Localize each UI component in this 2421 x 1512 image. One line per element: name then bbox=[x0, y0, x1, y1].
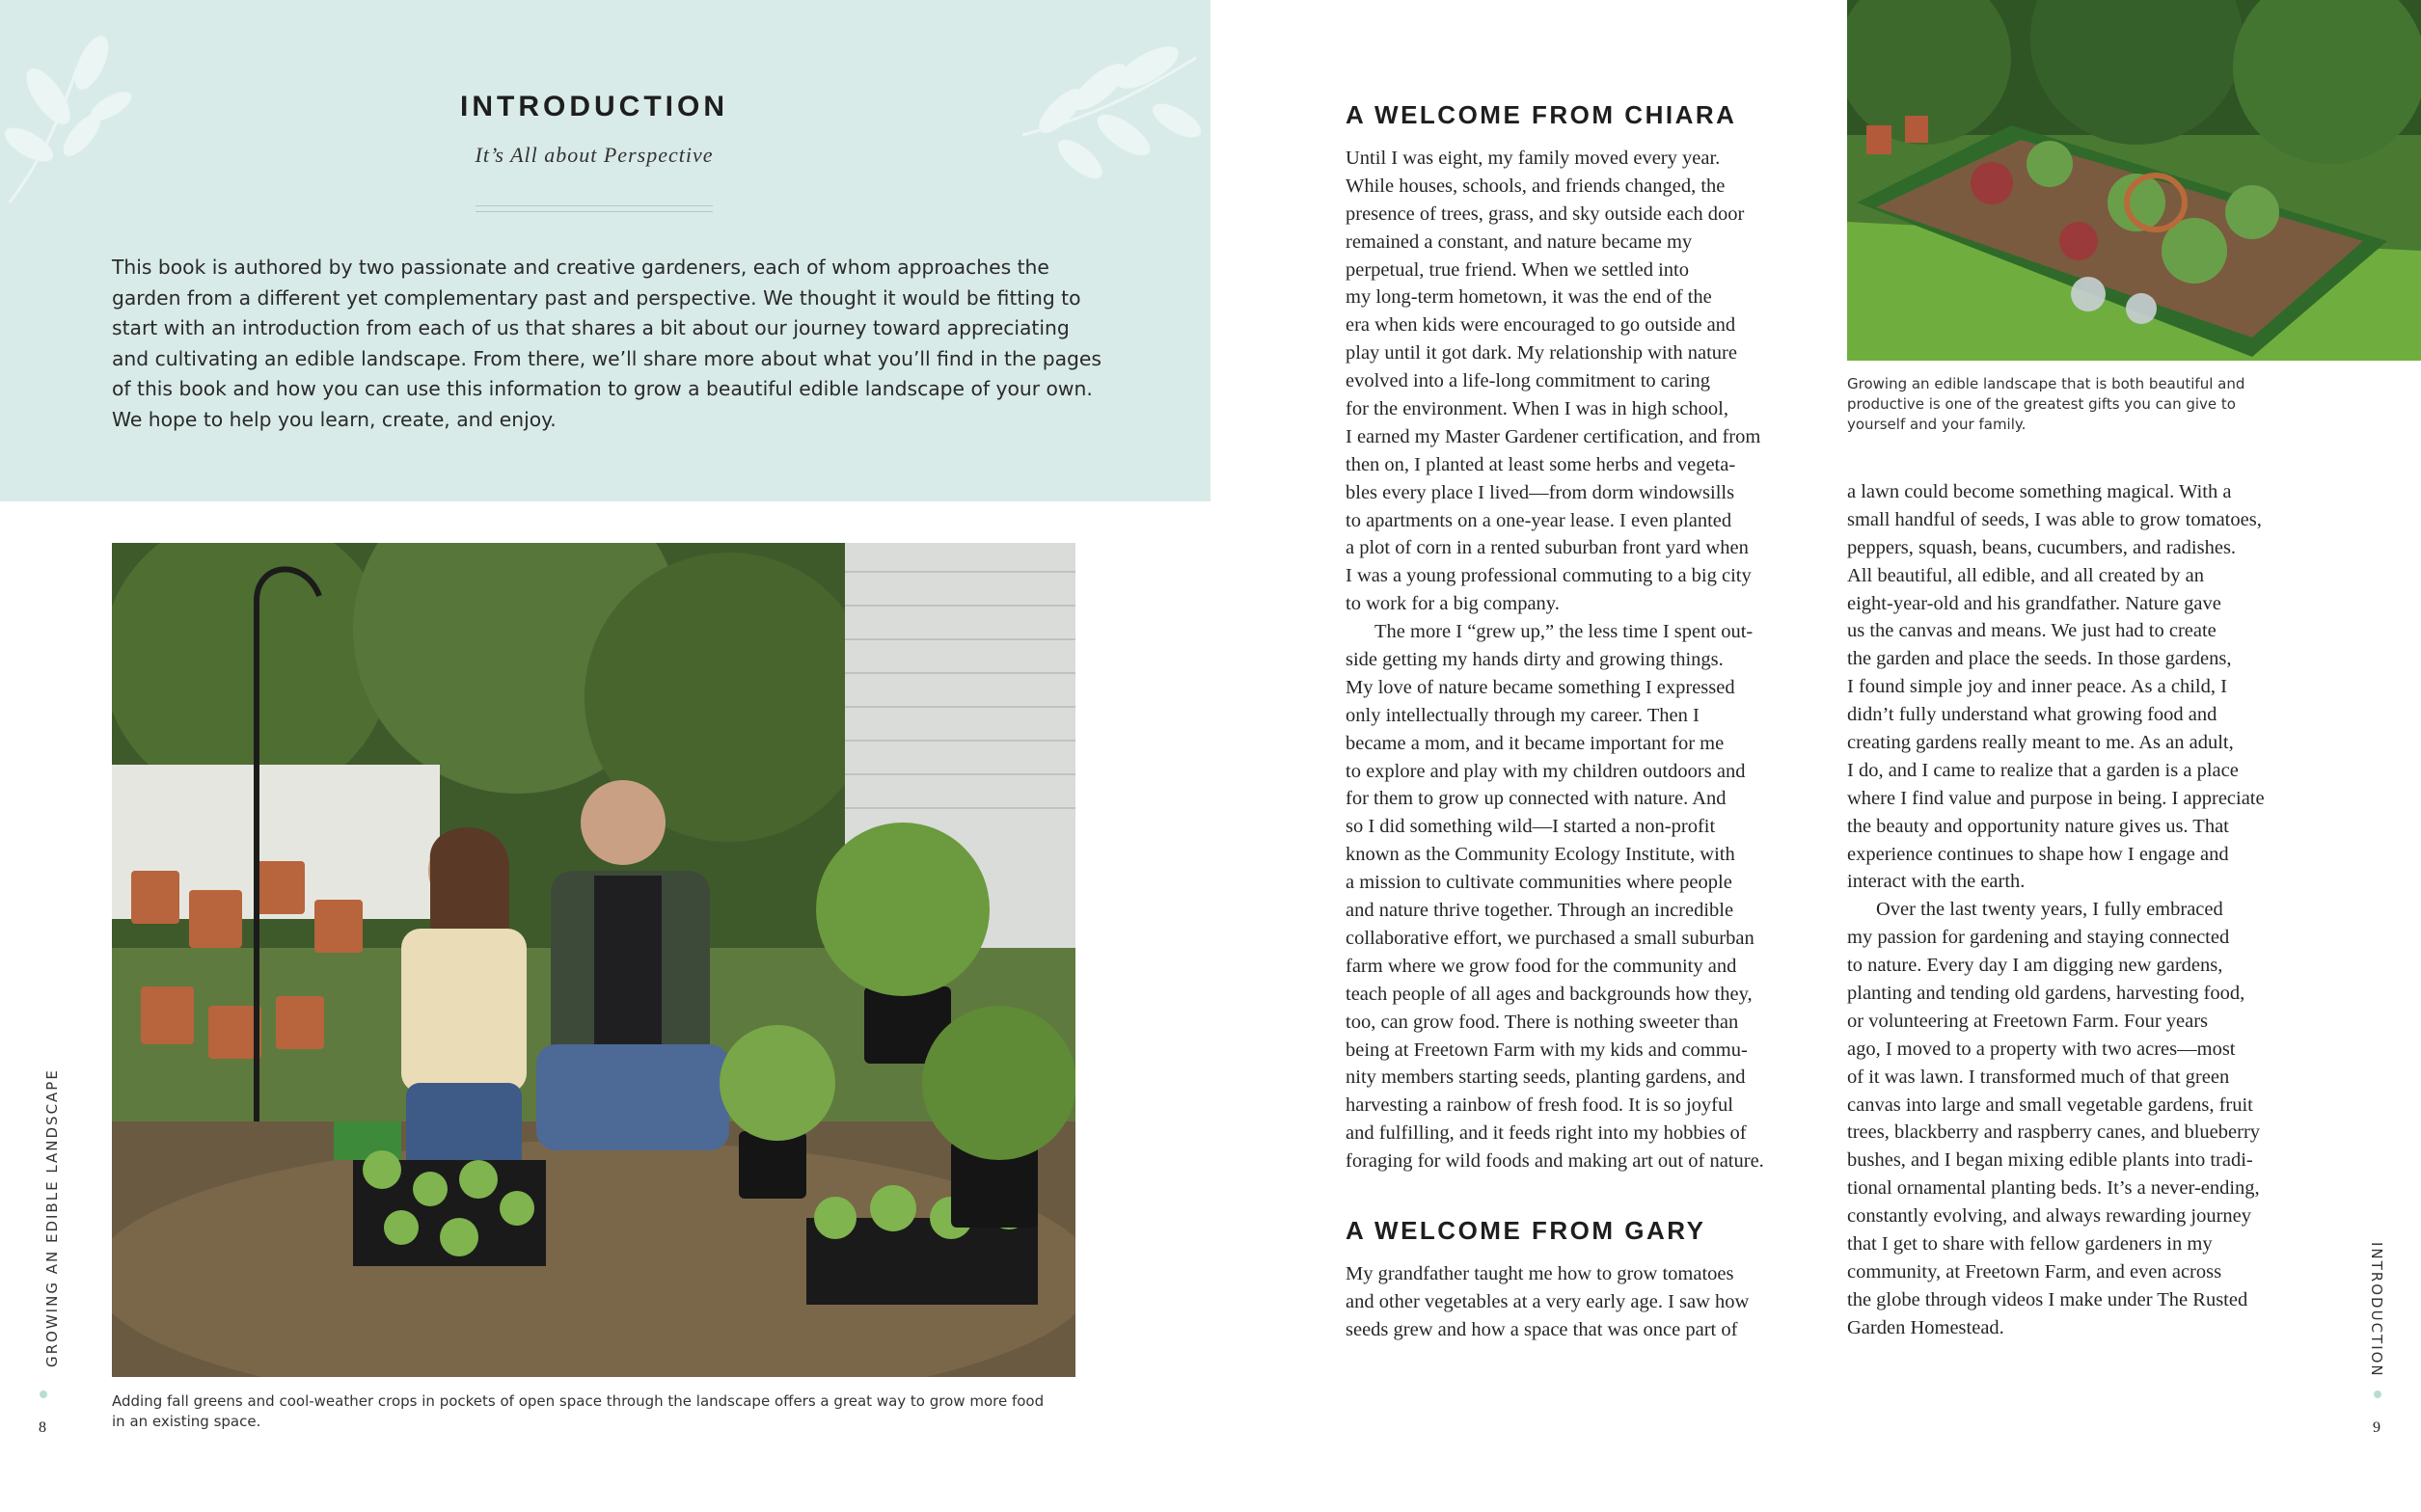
body-line: the globe through videos I make under The Rusted bbox=[1847, 1288, 2248, 1310]
body-line: presence of trees, grass, and sky outside each door bbox=[1346, 202, 1745, 225]
body-line: teach people of all ages and backgrounds how they, bbox=[1346, 983, 1753, 1005]
caption-line: Growing an edible landscape that is both beautiful and bbox=[1847, 375, 2245, 392]
body-line: harvesting a rainbow of fresh food. It is so joyful bbox=[1346, 1094, 1733, 1117]
body-line: While houses, schools, and friends changed, the bbox=[1346, 175, 1726, 197]
body-line: eight-year-old and his grandfather. Nature gave bbox=[1847, 592, 2221, 614]
running-head-right: INTRODUCTION bbox=[2368, 1242, 2385, 1378]
body-line: peppers, squash, beans, cucumbers, and radishes. bbox=[1847, 536, 2237, 558]
caption-line: productive is one of the greatest gifts you can give to bbox=[1847, 395, 2236, 413]
body-line: trees, blackberry and raspberry canes, and blueberry bbox=[1847, 1121, 2261, 1144]
caption-line: Adding fall greens and cool-weather crops in pockets of open space through the landscape offers a great way to grow more food bbox=[112, 1392, 1045, 1410]
body-line: remained a constant, and nature became my bbox=[1346, 230, 1693, 253]
body-line: became a mom, and it became important for me bbox=[1346, 732, 1725, 754]
body-line: a mission to cultivate communities where people bbox=[1346, 872, 1732, 894]
body-line: community, at Freetown Farm, and even across bbox=[1847, 1260, 2222, 1282]
chiara-text bbox=[1346, 145, 1818, 1175]
body-line: creating gardens really meant to me. As an adult, bbox=[1847, 732, 2234, 754]
body-line: planting and tending old gardens, harvesting food, bbox=[1847, 983, 2245, 1005]
body-line: bushes, and I began mixing edible plants into tradi- bbox=[1847, 1149, 2253, 1172]
body-line: for the environment. When I was in high school, bbox=[1346, 398, 1729, 420]
page-subtitle: It’s All about Perspective bbox=[475, 143, 714, 167]
body-line: of it was lawn. I transformed much of that green bbox=[1847, 1066, 2230, 1088]
body-line: the garden and place the seeds. In those gardens, bbox=[1847, 648, 2232, 670]
body-line: that I get to share with fellow gardeners in my bbox=[1847, 1233, 2213, 1256]
intro-line: of this book and how you can use this information to grow a beautiful edible landscape of your own. bbox=[112, 377, 1093, 400]
body-line: then on, I planted at least some herbs and vegeta- bbox=[1346, 453, 1736, 475]
body-line: constantly evolving, and always rewarding journey bbox=[1847, 1205, 2251, 1228]
body-line: nity members starting seeds, planting gardens, and bbox=[1346, 1066, 1746, 1089]
body-line: I was a young professional commuting to a big city bbox=[1346, 565, 1752, 587]
body-line: where I find value and purpose in being. I appreciate bbox=[1847, 787, 2265, 809]
body-line: being at Freetown Farm with my kids and commu- bbox=[1346, 1039, 1748, 1061]
body-line: bles every place I lived—from dorm windowsills bbox=[1346, 481, 1735, 503]
photo-caption-top bbox=[1847, 374, 2271, 435]
leaf-decoration-left-icon bbox=[0, 29, 145, 222]
body-line: to explore and play with my children outdoors and bbox=[1346, 760, 1746, 782]
intro-line: start with an introduction from each of us that shares a bit about our journey toward appreciating bbox=[112, 316, 1070, 339]
body-line: us the canvas and means. We just had to create bbox=[1847, 620, 2217, 642]
body-line: era when kids were encouraged to go outside and bbox=[1346, 314, 1736, 337]
intro-line: garden from a different yet complementary past and perspective. We thought it would be fitting to bbox=[112, 285, 1081, 310]
body-line: only intellectually through my career. Then I bbox=[1346, 704, 1700, 726]
body-line: known as the Community Ecology Institute, with bbox=[1346, 844, 1735, 866]
body-line: tional ornamental planting beds. It’s a never-ending, bbox=[1847, 1177, 2260, 1200]
body-line: to nature. Every day I am digging new gardens, bbox=[1847, 955, 2223, 977]
title-divider bbox=[476, 205, 713, 212]
page-number-left: 8 bbox=[39, 1419, 46, 1436]
page-title: INTRODUCTION bbox=[460, 91, 728, 122]
caption-line: in an existing space. bbox=[112, 1413, 261, 1430]
body-line: interact with the earth. bbox=[1847, 871, 2026, 893]
intro-line: and cultivating an edible landscape. From there, we’ll share more about what you’ll find in the pages bbox=[112, 346, 1102, 370]
body-line: play until it got dark. My relationship with nature bbox=[1346, 342, 1737, 364]
page-number-right: 9 bbox=[2373, 1419, 2380, 1436]
intro-line: This book is authored by two passionate and creative gardeners, each of whom approaches the bbox=[112, 256, 1049, 279]
body-line: seeds grew and how a space that was once part of bbox=[1346, 1318, 1738, 1340]
body-line: Until I was eight, my family moved every year. bbox=[1346, 148, 1721, 169]
body-line: for them to grow up connected with nature. And bbox=[1346, 788, 1727, 810]
body-line: All beautiful, all edible, and all created by an bbox=[1847, 564, 2204, 586]
body-line: Over the last twenty years, I fully embraced bbox=[1876, 899, 2223, 921]
folio-dot-left bbox=[40, 1390, 47, 1398]
body-line: a lawn could become something magical. With a bbox=[1847, 481, 2232, 502]
gary-text-part-2 bbox=[1847, 478, 2310, 1342]
body-line: didn’t fully understand what growing food and bbox=[1847, 704, 2217, 726]
body-line: experience continues to shape how I engage and bbox=[1847, 843, 2229, 865]
body-line: I earned my Master Gardener certification, and from bbox=[1346, 425, 1761, 447]
body-line: side getting my hands dirty and growing things. bbox=[1346, 649, 1724, 671]
body-line: small handful of seeds, I was able to grow tomatoes, bbox=[1847, 508, 2262, 530]
body-line: perpetual, true friend. When we settled into bbox=[1346, 258, 1689, 281]
body-line: a plot of corn in a rented suburban front yard when bbox=[1346, 537, 1749, 559]
body-line: My grandfather taught me how to grow tomatoes bbox=[1346, 1263, 1734, 1284]
section-heading-gary: A WELCOME FROM GARY bbox=[1346, 1216, 1706, 1245]
gary-text-part-1 bbox=[1346, 1260, 1818, 1344]
caption-line: yourself and your family. bbox=[1847, 416, 2027, 433]
body-line: farm where we grow food for the community and bbox=[1346, 955, 1737, 977]
body-line: I do, and I came to realize that a garden is a place bbox=[1847, 759, 2239, 781]
body-line: foraging for wild foods and making art out of nature. bbox=[1346, 1150, 1764, 1173]
body-line: my long-term hometown, it was the end of the bbox=[1346, 286, 1712, 309]
body-line: My love of nature became something I expressed bbox=[1346, 676, 1735, 698]
body-line: too, can grow food. There is nothing sweeter than bbox=[1346, 1011, 1739, 1033]
body-line: evolved into a life-long commitment to caring bbox=[1346, 370, 1711, 392]
intro-line: We hope to help you learn, create, and enjoy. bbox=[112, 407, 557, 431]
body-line: The more I “grew up,” the less time I spent out- bbox=[1374, 621, 1754, 643]
body-line: or volunteering at Freetown Farm. Four years bbox=[1847, 1010, 2209, 1032]
body-line: to apartments on a one-year lease. I even planted bbox=[1346, 509, 1732, 531]
body-line: and nature thrive together. Through an incredible bbox=[1346, 900, 1734, 922]
body-line: collaborative effort, we purchased a small suburban bbox=[1346, 927, 1755, 949]
body-line: to work for a big company. bbox=[1346, 593, 1560, 615]
body-line: Garden Homestead. bbox=[1847, 1316, 2004, 1338]
section-heading-chiara: A WELCOME FROM CHIARA bbox=[1346, 100, 1737, 129]
intro-panel bbox=[0, 0, 1210, 501]
photo-caption bbox=[112, 1391, 1076, 1432]
body-line: and fulfilling, and it feeds right into my hobbies of bbox=[1346, 1122, 1747, 1145]
body-line: ago, I moved to a property with two acres—most bbox=[1847, 1038, 2236, 1060]
body-line: I found simple joy and inner peace. As a child, I bbox=[1847, 676, 2227, 698]
body-line: the beauty and opportunity nature gives us. That bbox=[1847, 815, 2229, 837]
body-line: canvas into large and small vegetable gardens, fruit bbox=[1847, 1094, 2253, 1116]
left-page bbox=[0, 0, 1210, 1512]
photo-gardeners bbox=[112, 543, 1075, 1377]
body-line: and other vegetables at a very early age. I saw how bbox=[1346, 1290, 1750, 1312]
photo-vegetable-garden bbox=[1847, 0, 2421, 361]
body-line: my passion for gardening and staying connected bbox=[1847, 927, 2230, 949]
running-head-left: GROWING AN EDIBLE LANDSCAPE bbox=[43, 1068, 61, 1367]
folio-dot-right bbox=[2374, 1390, 2381, 1398]
intro-paragraph bbox=[112, 253, 1102, 435]
body-line: so I did something wild—I started a non-profit bbox=[1346, 816, 1716, 838]
